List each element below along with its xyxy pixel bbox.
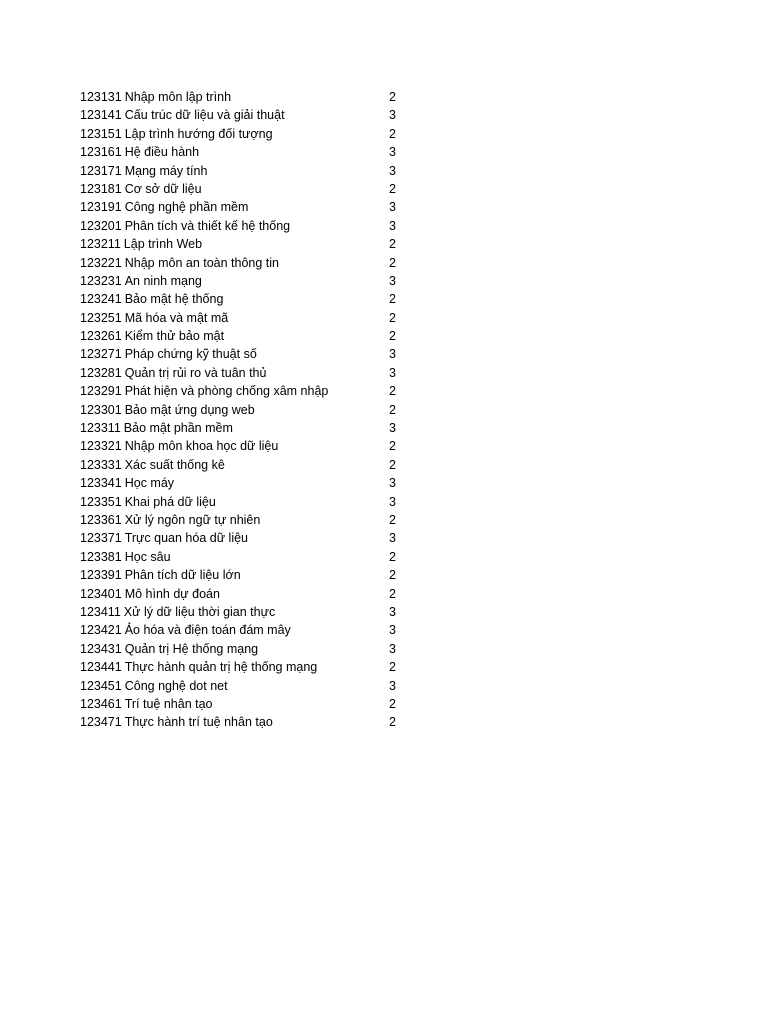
course-name: Trí tuệ nhân tạo: [124, 696, 213, 711]
course-code: 123451: [80, 678, 122, 693]
course-credits: 2: [389, 310, 396, 325]
course-name: Phân tích và thiết kế hệ thống: [124, 218, 291, 233]
course-code: 123191: [80, 200, 122, 215]
table-row: [80, 290, 410, 308]
course-name: Khai phá dữ liệu: [124, 494, 216, 509]
course-credits: 3: [389, 623, 396, 638]
course-credits: 3: [389, 365, 396, 380]
table-row: [80, 401, 410, 419]
table-row: [80, 695, 410, 713]
course-name: An ninh mạng: [124, 273, 202, 288]
course-code: 123351: [80, 494, 122, 509]
table-row: [80, 474, 410, 492]
table-row: [80, 309, 410, 327]
table-row: [80, 254, 410, 272]
course-name: Kiểm thử bảo mật: [124, 329, 225, 344]
course-credits: 3: [389, 531, 396, 546]
course-code: 123331: [80, 457, 122, 472]
course-name: Thực hành trí tuệ nhân tạo: [124, 715, 273, 730]
course-name: Thực hành quản trị hệ thống mạng: [124, 660, 318, 675]
course-name: Lập trình Web: [123, 237, 203, 252]
table-row: [80, 143, 410, 161]
course-credits: 3: [389, 200, 396, 215]
course-code: 123341: [80, 476, 122, 491]
course-credits: 2: [389, 660, 396, 675]
table-row: [80, 345, 410, 363]
course-credits: 2: [389, 292, 396, 307]
course-name: Xử lý dữ liệu thời gian thực: [123, 604, 276, 619]
course-name: Công nghệ dot net: [124, 678, 228, 693]
course-name: Xử lý ngôn ngữ tự nhiên: [124, 512, 261, 527]
course-code: 123251: [80, 310, 122, 325]
table-row: [80, 658, 410, 676]
course-code: 123371: [80, 531, 122, 546]
course-name: Trực quan hóa dữ liệu: [124, 531, 249, 546]
course-code: 123431: [80, 641, 122, 656]
table-row: [80, 677, 410, 695]
table-row: [80, 640, 410, 658]
course-code: 123421: [80, 623, 122, 638]
course-credits: 3: [389, 494, 396, 509]
table-row: [80, 180, 410, 198]
table-row: [80, 529, 410, 547]
course-name: Nhập môn an toàn thông tin: [124, 255, 279, 270]
course-code: 123161: [80, 145, 122, 160]
course-name: Bảo mật phần mềm: [123, 421, 233, 436]
course-code: 123301: [80, 402, 122, 417]
table-row: [80, 548, 410, 566]
course-credits: 2: [389, 549, 396, 564]
course-code: 123441: [80, 660, 122, 675]
table-row: [80, 456, 410, 474]
table-row: [80, 327, 410, 345]
table-row: [80, 162, 410, 180]
course-code: 123361: [80, 512, 122, 527]
course-name: Xác suất thống kê: [124, 457, 225, 472]
course-code: 123201: [80, 218, 122, 233]
course-credits: 2: [389, 402, 396, 417]
course-credits: 3: [389, 421, 396, 436]
course-name: Hệ điều hành: [124, 145, 200, 160]
course-code: 123221: [80, 255, 122, 270]
course-name: Mã hóa và mật mã: [124, 310, 229, 325]
course-code: 123241: [80, 292, 122, 307]
table-row: [80, 235, 410, 253]
course-credits: 3: [389, 145, 396, 160]
course-credits: 3: [389, 163, 396, 178]
course-credits: 3: [389, 641, 396, 656]
course-credits: 2: [389, 439, 396, 454]
course-credits: 3: [389, 678, 396, 693]
course-credits: 2: [389, 715, 396, 730]
course-code: 123471: [80, 715, 122, 730]
course-credits: 3: [389, 273, 396, 288]
course-code: 123231: [80, 273, 122, 288]
course-list: [80, 88, 410, 732]
course-name: Mô hình dự đoán: [124, 586, 220, 601]
course-name: Cấu trúc dữ liệu và giải thuật: [124, 108, 285, 123]
course-code: 123401: [80, 586, 122, 601]
course-credits: 2: [389, 512, 396, 527]
course-name: Mạng máy tính: [124, 163, 208, 178]
course-credits: 2: [389, 237, 396, 252]
course-credits: 2: [389, 384, 396, 399]
course-name: Công nghệ phần mềm: [124, 200, 249, 215]
course-code: 123391: [80, 568, 122, 583]
course-code: 123211: [80, 237, 121, 252]
course-code: 123311: [80, 421, 121, 436]
course-name: Bảo mật hệ thống: [124, 292, 224, 307]
course-code: 123291: [80, 384, 122, 399]
table-row: [80, 566, 410, 584]
course-code: 123461: [80, 696, 122, 711]
course-credits: 2: [389, 696, 396, 711]
table-row: [80, 419, 410, 437]
course-name: Lập trình hướng đối tượng: [124, 126, 273, 141]
course-name: Nhập môn lập trình: [124, 90, 232, 104]
course-code: 123181: [80, 181, 122, 196]
course-credits: 2: [389, 568, 396, 583]
course-name: Học sâu: [124, 549, 171, 564]
table-row: [80, 382, 410, 400]
table-row: [80, 88, 410, 106]
course-name: Nhập môn khoa học dữ liệu: [124, 439, 279, 454]
course-credits: 2: [389, 181, 396, 196]
table-row: [80, 106, 410, 124]
course-name: Bảo mật ứng dụng web: [124, 402, 255, 417]
course-code: 123261: [80, 329, 122, 344]
course-credits: 3: [389, 604, 396, 619]
course-name: Pháp chứng kỹ thuật số: [124, 347, 257, 362]
course-code: 123131: [80, 90, 122, 104]
course-code: 123381: [80, 549, 122, 564]
course-code: 123411: [80, 604, 121, 619]
course-credits: 2: [389, 90, 396, 104]
table-row: [80, 511, 410, 529]
course-name: Cơ sở dữ liệu: [124, 181, 202, 196]
table-row: [80, 198, 410, 216]
course-credits: 2: [389, 457, 396, 472]
course-credits: 2: [389, 255, 396, 270]
table-row: [80, 713, 410, 731]
course-credits: 3: [389, 218, 396, 233]
table-row: [80, 585, 410, 603]
course-code: 123271: [80, 347, 122, 362]
table-row: [80, 493, 410, 511]
course-name: Phát hiện và phòng chống xâm nhập: [124, 384, 329, 399]
course-credits: 2: [389, 126, 396, 141]
course-name: Quản trị rủi ro và tuân thủ: [124, 365, 267, 380]
table-row: [80, 272, 410, 290]
course-credits: 3: [389, 476, 396, 491]
table-row: [80, 437, 410, 455]
course-code: 123141: [80, 108, 122, 123]
table-row: [80, 217, 410, 235]
course-credits: 2: [389, 586, 396, 601]
course-credits: 3: [389, 108, 396, 123]
course-credits: 3: [389, 347, 396, 362]
table-row: [80, 364, 410, 382]
course-name: Quản trị Hệ thống mạng: [124, 641, 259, 656]
course-code: 123151: [80, 126, 122, 141]
table-row: [80, 621, 410, 639]
course-name: Ảo hóa và điện toán đám mây: [124, 623, 291, 638]
course-code: 123281: [80, 365, 122, 380]
table-row: [80, 603, 410, 621]
course-code: 123171: [80, 163, 122, 178]
course-code: 123321: [80, 439, 122, 454]
table-row: [80, 125, 410, 143]
course-credits: 2: [389, 329, 396, 344]
course-name: Phân tích dữ liệu lớn: [124, 568, 241, 583]
course-name: Học máy: [124, 476, 175, 491]
